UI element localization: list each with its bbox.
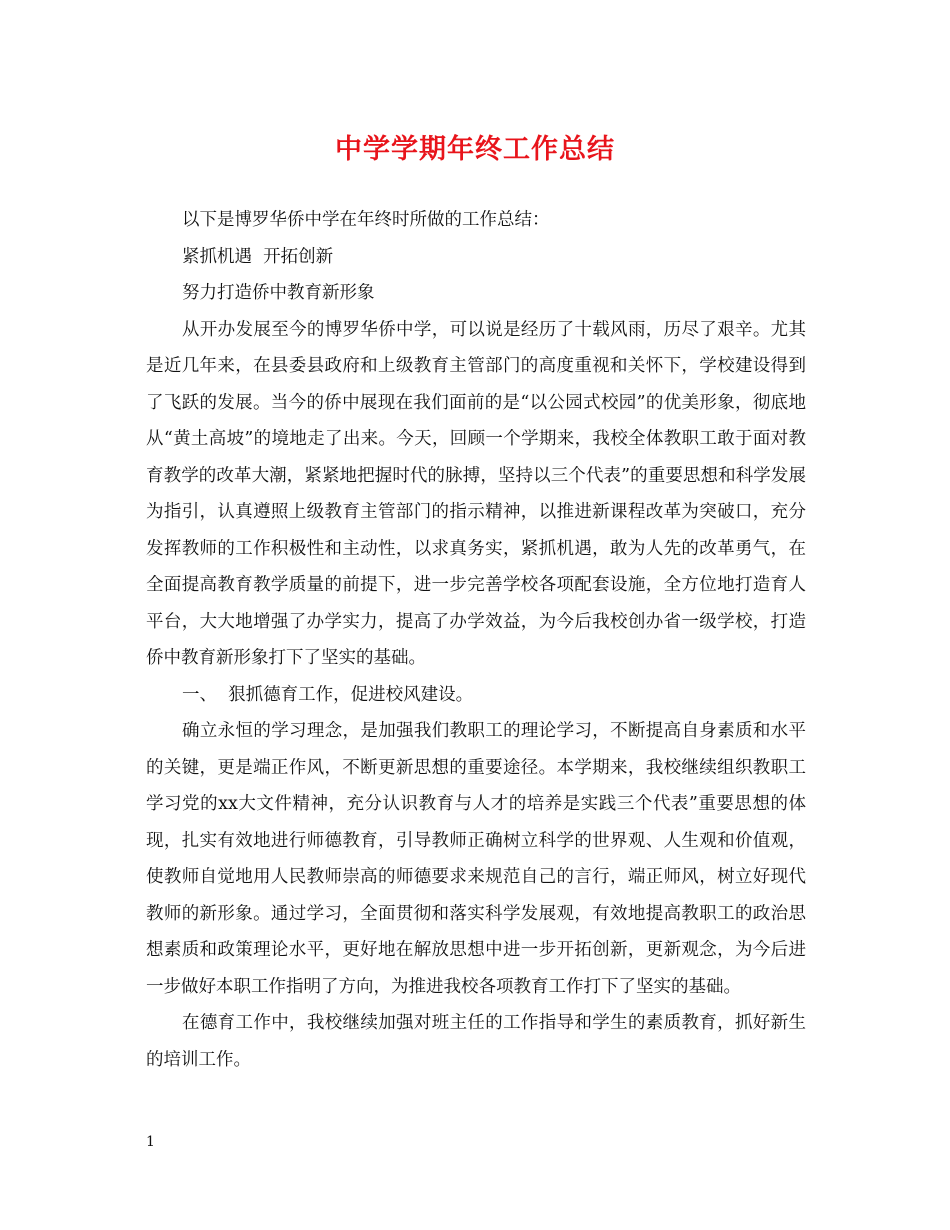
paragraph-slogan-2: 努力打造侨中教育新形象 <box>182 283 375 303</box>
section-heading-moral-education: 一、 狠抓德育工作，促进校风建设。 <box>182 684 474 705</box>
paragraph-overview: 从开办发展至今的博罗华侨中学，可以说是经历了十载风雨，历尽了艰辛。尤其是近几年来，在县委县政府和上级教育主管部门的高度重视和关怀下，学校建设得到了飞跃的发展。当今的侨中展现在我们面前的是“以公园式校园”的优美形象，彻底地从“黄土高坡”的境地走了出来。今天，回顾一个学期来，我校全体教职工敢于面对教育教学的改革大潮，紧紧地把握时代的脉搏，坚持以三个代表”的重要思想和科学发展为指引，认真遵照上级教育主管部门的指示精神，以推进新课程改革为突破口，充分发挥教师的工作积极性和主动性，以求真务实，紧抓机遇，敢为人先的改革勇气，在全面提高教育教学质量的前提下，进一步完善学校各项配套设施，全方位地打造育人平台，大大地增强了办学实力，提高了办学效益，为今后我校创办省一级学校，打造侨中教育新形象打下了坚实的基础。 <box>146 319 806 668</box>
paragraph-slogan-1: 紧抓机遇 开拓创新 <box>182 246 334 267</box>
paragraph-learning-philosophy: 确立永恒的学习理念，是加强我们教职工的理论学习，不断提高自身素质和水平的关键，更是端正作风，不断更新思想的重要途径。本学期来，我校继续组织教职工学习党的xx大文件精神，充分认识教育与人才的培养是实践三个代表”重要思想的体现，扎实有效地进行师德教育，引导教师正确树立科学的世界观、人生观和价值观，使教师自觉地用人民教师崇高的师德要求来规范自己的言行，端正师风，树立好现代教师的新形象。通过学习，全面贯彻和落实科学发展观，有效地提高教职工的政治思想素质和政策理论水平，更好地在解放思想中进一步开拓创新，更新观念，为今后进一步做好本职工作指明了方向，为推进我校各项教育工作打下了坚实的基础。 <box>146 721 806 997</box>
paragraph-intro: 以下是博罗华侨中学在年终时所做的工作总结： <box>182 210 550 230</box>
document-body <box>146 202 806 1078</box>
document-title: 中学学期年终工作总结 <box>335 134 615 165</box>
paragraph-moral-work: 在德育工作中，我校继续加强对班主任的工作指导和学生的素质教育，抓好新生的培训工作。 <box>146 1013 806 1070</box>
page-number: 1 <box>146 1134 155 1150</box>
